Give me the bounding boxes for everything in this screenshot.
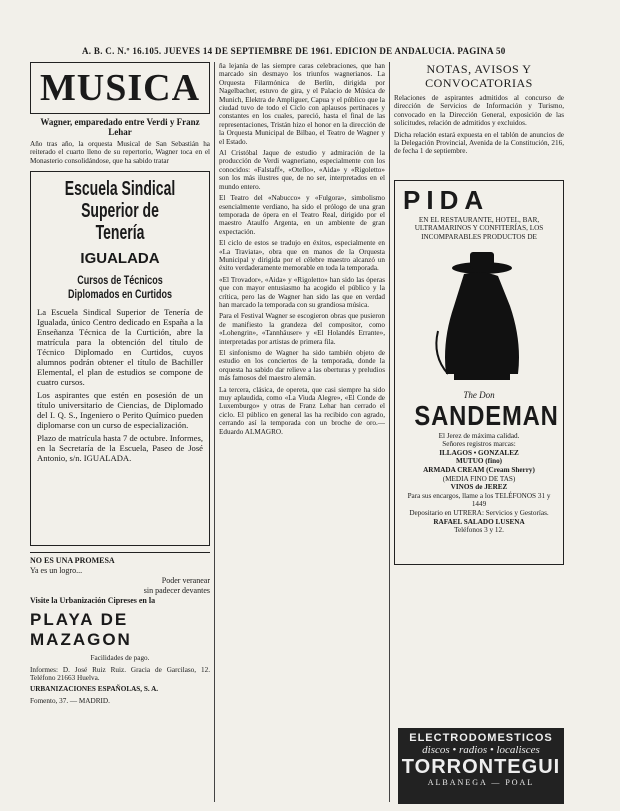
promesa-line-3: sin padecer devantes: [143, 586, 210, 596]
electro-line-2: discos • radios • localisces: [422, 744, 540, 756]
sandeman-don-silhouette-icon: [424, 246, 534, 386]
pida-don: The Don: [463, 389, 495, 400]
escuela-text-3: Plazo de matrícula hasta 7 de octubre. Informes, en la Secretaría de la Escuela, Paseo de José Antonio, s/n. IGUALADA.: [37, 433, 203, 464]
pida-line-1: El Jerez de máxima calidad.: [438, 431, 520, 440]
musica-text-7: El sinfonismo de Wagner ha sido también objeto de estudio en los conciertos de la temporada, donde la orquesta ha sabido dar relieve a las oberturas y preludios más famosos del maestro alemán.: [219, 349, 385, 383]
musica-text-5: «El Trovador», «Aida» y «Rigoletto» han sido las óperas que con mayor entusiasmo ha acogido el público y la crítica, pero las de Wagner han sido las que en verdad han marcado la temporada con su grandiosa música.: [219, 275, 385, 309]
pida-line-9: Depositario en UTRERA: Servicios y Gestorías.: [409, 508, 549, 517]
promesa-line-1: Ya es un logro...: [30, 566, 83, 576]
musica-subtitle: Wagner, emparedado entre Verdi y Franz Lehar: [40, 117, 200, 137]
pida-line-4: MUTUO (fino): [455, 457, 503, 466]
escuela-text-2: Los aspirantes que estén en posesión de un título universitario de Ciencias, de Diplomado del I. Q. S., Ingeniero o Perito Químico pueden diplomarse con un curso de especialización.: [37, 390, 203, 431]
promesa-title: NO ES UNA PROMESA: [30, 556, 115, 566]
escuela-text-1: La Escuela Sindical Superior de Tenería de Igualada, único Centro dedicado en España a la Enseñanza Técnica de la Curtición, abre la matrícula para la obtención del título de Técnico Diplomado en Curtidos, cuyos alumnos podrán obtener el título de Bachiller Elemental, el plan de estudios se compone de cuatro cursos.: [37, 307, 203, 388]
pida-line-2: Señores registros marcas:: [442, 440, 516, 449]
promesa-line-6: Informes: D. José Ruiz Ruiz. Gracia de Garcilaso, 12. Teléfono 21663 Huelva.: [30, 665, 210, 683]
escuela-title: Escuela Sindical Superior de Tenería: [64, 178, 176, 245]
pida-title: PIDA: [403, 184, 490, 215]
musica-text-1: ña lejanía de las siempre caras celebraciones, que han marcado sin desmayo los triunfos wagnerianos. La Orquesta Filarmónica de Berlín, dirigida por Nagelbacher, estuvo de gira, y el Palacio de Música de Munich, Elektra de Ampliguer, Capua y el público que la ciudad tuvo de todo el Ciclo con aplausos pertinaces y constantes en los cuales, pareció, hasta el final de las representaciones, Tristán hizo el honor en la dirección de la Orquesta Municipal de Bilbao, el Teatro de Wagner y el Estado.: [219, 62, 385, 146]
pida-line-7: VINOS de JEREZ: [450, 483, 508, 492]
escuela-ad: [30, 171, 210, 546]
notas-text-2: Dicha relación estará expuesta en el tablón de anuncios de la Delegación Provincial, Avenida de la Constitución, 216, de fecha 1 de septiembre.: [394, 130, 564, 156]
promesa-line-7: URBANIZACIONES ESPAÑOLAS, S. A.: [30, 685, 159, 694]
notas-text-1: Relaciones de aspirantes admitidos al concurso de dirección de Servicios de Información y Turismo, convocado en la Dirección General, exposición de las solicitudes, relación de admitidos y excluidos.: [394, 94, 564, 128]
column-right: [394, 62, 564, 802]
promesa-line-4: Visite la Urbanización Cipreses en la: [30, 596, 156, 606]
pida-line-8: Para sus encargos, llame a los TELÉFONOS 31 y 1449: [407, 491, 551, 509]
electrodomesticos-ad: [398, 728, 564, 804]
page-header: A. B. C. N.º 16.105. JUEVES 14 DE SEPTIEMBRE DE 1961. EDICION DE ANDALUCIA. PAGINA 50: [82, 46, 506, 56]
pida-brand: SANDEMAN: [414, 399, 559, 431]
promesa-line-5: Facilidades de pago.: [90, 654, 150, 663]
musica-text-6: Para el Festival Wagner se escogieron obras que pusieron de manifiesto la grandeza del compositor, como «Lohengrin», «Tannhäuser» y «El Holandés Errante», interpretadas por artistas de primera fila.: [219, 312, 385, 346]
pida-line-3: ILLAGOS • GONZALEZ: [439, 448, 519, 457]
promesa-place: PLAYA DE MAZAGON: [30, 610, 132, 650]
promesa-line-2: Poder veranear: [161, 576, 210, 586]
column-middle: [214, 62, 390, 802]
musica-title-box: [30, 62, 210, 114]
musica-intro: Año tras año, la orquesta Musical de San Sebastián ha reiterado el cuarto lleno de su repertorio, Wagner toca en el Monasterio consolidándose, que ha sabido tratar: [30, 140, 210, 165]
notas-title: NOTAS, AVISOS Y CONVOCATORIAS: [425, 62, 533, 90]
promesa-ad: [30, 552, 210, 705]
promesa-line-8: Fomento, 37. — MADRID.: [30, 696, 110, 705]
pida-line-11: Teléfonos 3 y 12.: [454, 526, 504, 535]
pida-caps: EN EL RESTAURANTE, HOTEL, BAR, ULTRAMARINOS Y CONFITERÍAS, LOS INCOMPARABLES PRODUCTOS DE: [414, 215, 544, 242]
electro-line-1: ELECTRODOMESTICOS: [409, 732, 553, 744]
column-left: [30, 62, 210, 802]
pida-line-6: (MEDIA FINO DE TAS): [442, 474, 516, 483]
musica-text-2: Al Cristóbal Jaque de estudio y admiración de la producción de Verdi wagneriano, especialmente con los conocidos: «Falstaff», «Otello», «Aida» y «Rigoletto» son los más ilustres que, de no ser, interpretados en el mundo entero.: [219, 149, 385, 191]
escuela-city: IGUALADA: [80, 250, 160, 268]
sandeman-ad: [394, 180, 564, 565]
musica-text-4: El ciclo de estos se tradujo en éxitos, especialmente en «La Traviata», obra que en manos de la Orquesta Municipal y dirigida por el célebre maestro alcanzó un éxito verdaderamente memorable en toda la temporada.: [219, 239, 385, 273]
escuela-course: Cursos de Técnicos Diplomados en Curtidos: [67, 273, 173, 302]
pida-line-5: ARMADA CREAM (Cream Sherry): [423, 466, 535, 474]
musica-title: MUSICA: [39, 67, 201, 109]
pida-line-10: RAFAEL SALADO LUSENA: [433, 517, 525, 526]
musica-text-8: La tercera, clásica, de opereta, que casi siempre ha sido muy aplaudida, como «La Viuda Alegre», «El Conde de Luxemburgo» y otras de Franz Lehar han cerrado el ciclo. El público en general las ha recibido con agrado, cerrando así la temporada con un broche de oro.—Eduardo ALMAGRO.: [219, 385, 385, 436]
electro-brand: TORRONTEGUI: [401, 756, 561, 778]
musica-text-3: El Teatro del «Nabucco» y «Fulgora», simbolismo esencialmente verdiano, ha sido el prólogo de una gran temporada de ópera en el Teatro Real, dirigido por el maestro Ataulfo Argenta, en un ambiente de gran expectación.: [219, 194, 385, 236]
electro-line-4: ALBANEGA — POAL: [427, 778, 535, 787]
